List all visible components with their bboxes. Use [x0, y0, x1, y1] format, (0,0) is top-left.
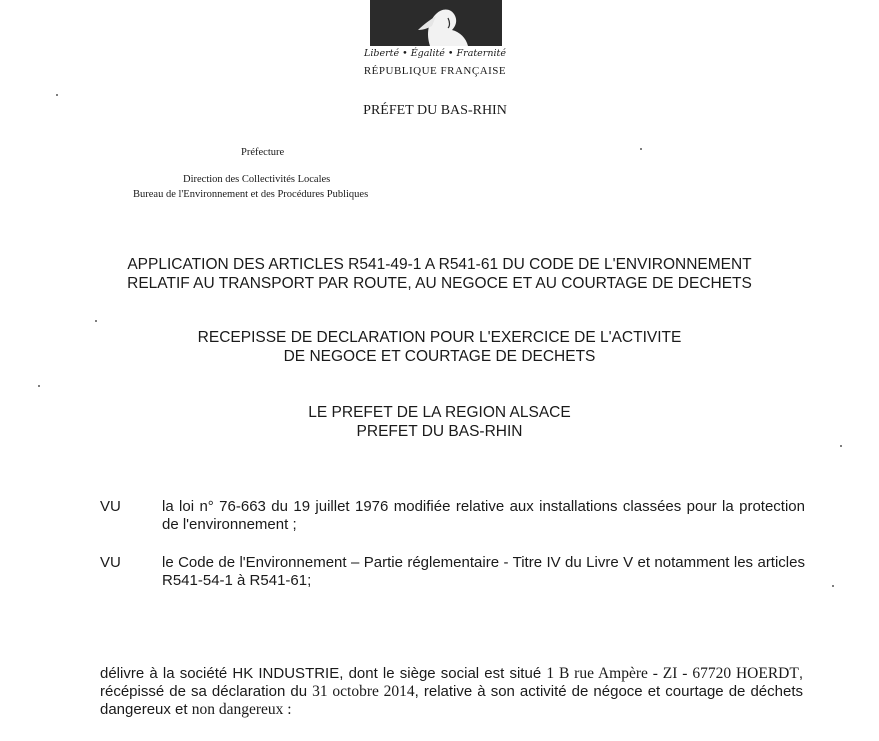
republique-francaise: RÉPUBLIQUE FRANÇAISE	[363, 65, 507, 77]
direction-label: Direction des Collectivités Locales	[183, 174, 331, 185]
vu-label: VU	[100, 498, 121, 515]
authority-heading	[0, 403, 879, 441]
scan-speck	[640, 148, 642, 150]
authority-line: PREFET DU BAS-RHIN	[356, 423, 523, 440]
title-line: RELATIF AU TRANSPORT PAR ROUTE, AU NEGOCE ET AU COURTAGE DE DECHETS	[127, 275, 752, 292]
declaration-date: 31 octobre 2014	[312, 683, 415, 700]
title-line: APPLICATION DES ARTICLES R541-49-1 A R541-61 DU CODE DE L'ENVIRONNEMENT	[127, 256, 752, 273]
prefet-heading: PRÉFET DU BAS-RHIN	[363, 103, 507, 118]
republic-motto: Liberté • Égalité • Fraternité	[364, 48, 506, 59]
scan-speck	[38, 385, 40, 387]
recepisse-line: RECEPISSE DE DECLARATION POUR L'EXERCICE DE L'ACTIVITE	[197, 329, 682, 346]
vu-text: le Code de l'Environnement – Partie réglementaire - Titre IV du Livre V et notamment les articles R541-54-1 à R541-61;	[162, 554, 805, 589]
scan-speck	[95, 320, 97, 322]
scan-speck	[840, 445, 842, 447]
delivre-text: , relative à son activité de négoce et courtage de déchets dangereux et	[100, 683, 803, 718]
delivre-text: , récépissé de sa déclaration du	[100, 665, 803, 700]
delivre-paragraph	[100, 665, 803, 719]
recepisse-heading	[0, 328, 879, 366]
vu-label: VU	[100, 554, 121, 571]
scan-speck	[832, 585, 834, 587]
scan-speck	[56, 94, 58, 96]
authority-line: LE PREFET DE LA REGION ALSACE	[308, 404, 571, 421]
delivre-text: non dangereux :	[191, 701, 292, 718]
company-address: 1 B rue Ampère - ZI - 67720 HOERDT	[546, 665, 799, 682]
prefecture-label: Préfecture	[241, 147, 285, 158]
recepisse-line: DE NEGOCE ET COURTAGE DE DECHETS	[283, 348, 596, 365]
document-title	[0, 255, 879, 293]
delivre-text: délivre à la société HK INDUSTRIE, dont le siège social est situé	[100, 665, 547, 682]
vu-text: la loi n° 76-663 du 19 juillet 1976 modifiée relative aux installations classées pour la protection de l'environnement ;	[162, 498, 805, 533]
marianne-logo	[370, 0, 502, 46]
bureau-label: Bureau de l'Environnement et des Procédures Publiques	[133, 189, 369, 200]
